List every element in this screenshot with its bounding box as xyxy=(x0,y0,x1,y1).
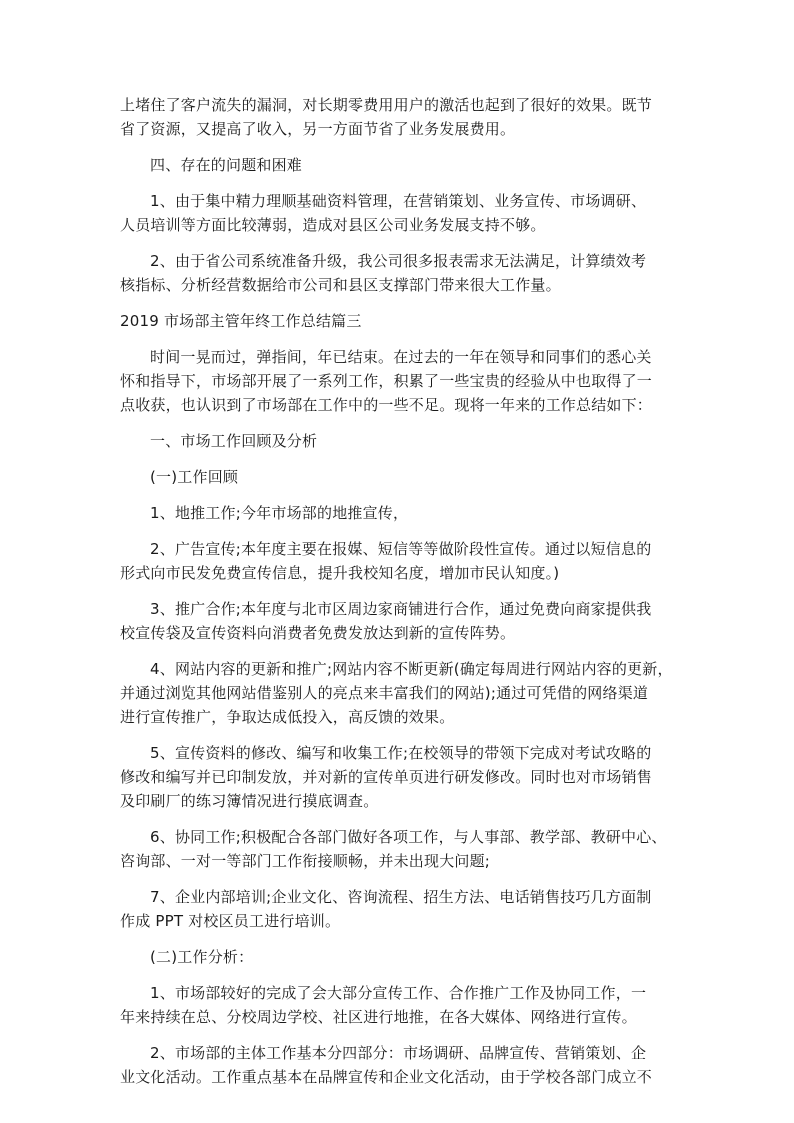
text-line: 上堵住了客户流失的漏洞，对长期零费用用户的激活也起到了很好的效果。既节 xyxy=(120,96,653,114)
paragraph xyxy=(120,189,680,237)
text-line: 2、广告宣传;本年度主要在报媒、短信等等做阶段性宣传。通过以短信息的 xyxy=(150,540,652,558)
text-line: 作成 PPT 对校区员工进行培训。 xyxy=(120,912,341,930)
paragraph xyxy=(120,741,680,813)
paragraph xyxy=(120,345,680,417)
text-line: 核指标、分析经营数据给市公司和县区支撑部门带来很大工作量。 xyxy=(120,276,561,294)
paragraph xyxy=(120,657,680,729)
text-line: 点收获，也认识到了市场部在工作中的一些不足。现将一年来的工作总结如下： xyxy=(120,396,653,414)
paragraph xyxy=(120,249,680,297)
text-line: 1、由于集中精力理顺基础资料管理，在营销策划、业务宣传、市场调研、 xyxy=(150,192,647,210)
text-line: 年来持续在总、分校周边学校、社区进行地推，在各大媒体、网络进行宣传。 xyxy=(120,1008,637,1026)
text-line: 1、市场部较好的完成了会大部分宣传工作、合作推广工作及协同工作，一 xyxy=(150,984,647,1002)
paragraph xyxy=(120,501,680,525)
text-line: 7、企业内部培训;企业文化、咨询流程、招生方法、电话销售技巧几方面制 xyxy=(150,888,652,906)
heading-text: (二)工作分析： xyxy=(150,948,254,966)
paragraph xyxy=(120,93,680,141)
article-title xyxy=(120,309,680,333)
section-heading xyxy=(120,429,680,453)
text-line: 省了资源，又提高了收入，另一方面节省了业务发展费用。 xyxy=(120,120,516,138)
text-line: 校宣传袋及宣传资料向消费者免费发放达到新的宣传阵势。 xyxy=(120,624,516,642)
text-line: 4、网站内容的更新和推广;网站内容不断更新(确定每周进行网站内容的更新， xyxy=(150,660,673,678)
section-heading xyxy=(120,153,680,177)
text-line: 怀和指导下，市场部开展了一系列工作，积累了一些宝贵的经验从中也取得了一 xyxy=(120,372,653,390)
text-line: 3、推广合作;本年度与北市区周边家商铺进行合作，通过免费向商家提供我 xyxy=(150,600,652,618)
heading-text: (一)工作回顾 xyxy=(150,468,239,486)
text-line: 进行宣传推广，争取达成低投入，高反馈的效果。 xyxy=(120,708,455,726)
text-line: 并通过浏览其他网站借鉴别人的亮点来丰富我们的网站);通过可凭借的网络渠道 xyxy=(120,684,649,702)
text-line: 形式向市民发免费宣传信息，提升我校知名度，增加市民认知度。) xyxy=(120,564,560,582)
title-text: 2019 市场部主管年终工作总结篇三 xyxy=(120,312,362,330)
text-line: 修改和编写并已印制发放，并对新的宣传单页进行研发修改。同时也对市场销售 xyxy=(120,768,653,786)
text-line: 咨询部、一对一等部门工作衔接顺畅，并未出现大问题; xyxy=(120,852,491,870)
paragraph xyxy=(120,597,680,645)
paragraph xyxy=(120,1041,680,1089)
text-line: 时间一晃而过，弹指间，年已结束。在过去的一年在领导和同事们的悉心关 xyxy=(150,348,652,366)
text-line: 人员培训等方面比较薄弱，造成对县区公司业务发展支持不够。 xyxy=(120,216,546,234)
text-line: 1、地推工作;今年市场部的地推宣传， xyxy=(150,504,409,522)
paragraph xyxy=(120,537,680,585)
subsection-heading xyxy=(120,465,680,489)
text-line: 2、由于省公司系统准备升级，我公司很多报表需求无法满足，计算绩效考 xyxy=(150,252,647,270)
heading-text: 一、市场工作回顾及分析 xyxy=(150,432,318,450)
text-line: 6、协同工作;积极配合各部门做好各项工作，与人事部、教学部、教研中心、 xyxy=(150,828,667,846)
text-line: 5、宣传资料的修改、编写和收集工作;在校领导的带领下完成对考试攻略的 xyxy=(150,744,652,762)
paragraph xyxy=(120,825,680,873)
document-body xyxy=(120,93,680,1089)
text-line: 业文化活动。工作重点基本在品牌宣传和企业文化活动，由于学校各部门成立不 xyxy=(120,1068,653,1086)
subsection-heading xyxy=(120,945,680,969)
paragraph xyxy=(120,885,680,933)
paragraph xyxy=(120,981,680,1029)
text-line: 2、市场部的主体工作基本分四部分：市场调研、品牌宣传、营销策划、企 xyxy=(150,1044,647,1062)
heading-text: 四、存在的问题和困难 xyxy=(150,156,303,174)
text-line: 及印刷厂的练习簿情况进行摸底调查。 xyxy=(120,792,379,810)
